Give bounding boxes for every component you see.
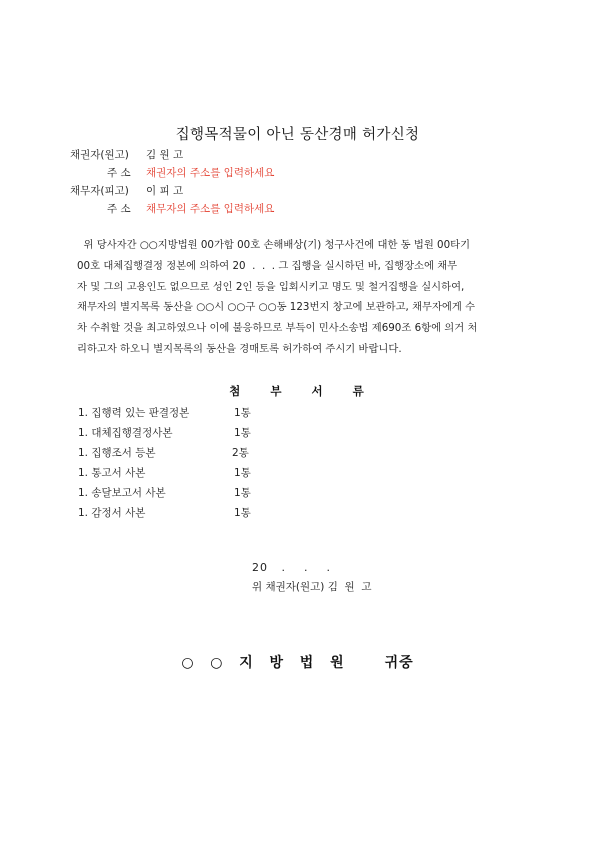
request-body — [77, 235, 523, 360]
attachment-qty: 1통 — [234, 487, 251, 499]
court-addressee — [0, 652, 595, 672]
body-line: 위 당사자간 ○○지방법원 00가합 00호 손해배상(기) 청구사건에 대한 동 법원 00타기 — [77, 239, 471, 251]
debtor-label: 채무자(피고) — [70, 185, 129, 197]
debtor-name: 이 피 고 — [146, 185, 184, 197]
creditor-name: 김 원 고 — [146, 149, 184, 161]
body-line: 차 수취할 것을 최고하였으나 이에 불응하므로 부득이 민사소송법 제690조 6항에 의거 처 — [77, 322, 478, 335]
body-line: 채무자의 별지목록 동산을 ○○시 ○○구 ○○동 123번지 창고에 보관하고, 채무자에게 수 — [77, 301, 476, 314]
signer-line: 위 채권자(원고) 김 원 고 — [252, 581, 372, 593]
attachment-item: 1. 송달보고서 사본 — [78, 487, 166, 499]
attachments-title: 첨 부 서 류 — [229, 384, 366, 398]
attachment-qty: 1통 — [234, 507, 251, 519]
page-title: 집행목적물이 아닌 동산경매 허가신청 — [175, 127, 420, 143]
attachment-item: 1. 집행조서 등본 — [78, 447, 156, 459]
creditor-address-label: 주 소 — [107, 167, 131, 179]
body-line: 리하고자 하오니 별지목록의 동산을 경매토록 허가하여 주시기 바랍니다. — [77, 342, 402, 355]
body-line: 자 및 그의 고용인도 없으므로 성인 2인 등을 입회시키고 명도 및 철거집행을 실시하여, — [77, 280, 465, 293]
filing-date[interactable]: 20 . . . — [252, 561, 331, 574]
attachment-item: 1. 감정서 사본 — [78, 507, 146, 519]
attachment-item: 1. 통고서 사본 — [78, 467, 146, 479]
debtor-address-field[interactable]: 채무자의 주소를 입력하세요 — [146, 203, 275, 215]
attachment-qty: 1통 — [234, 427, 251, 439]
attachment-qty: 1통 — [234, 407, 251, 419]
court-suffix: 귀중 — [384, 655, 414, 671]
attachment-qty: 1통 — [234, 467, 251, 479]
attachment-item: 1. 대체집행결정사본 — [78, 427, 173, 439]
attachment-item: 1. 집행력 있는 판결정본 — [78, 407, 190, 419]
creditor-address-field[interactable]: 채권자의 주소를 입력하세요 — [146, 167, 275, 179]
attachment-qty: 2통 — [232, 447, 249, 459]
debtor-address-label: 주 소 — [107, 203, 131, 215]
body-line: 00호 대체집행결정 정본에 의하여 20 . . . 그 집행을 실시하던 바, 집행장소에 채무 — [77, 259, 458, 272]
creditor-label: 채권자(원고) — [70, 149, 129, 161]
court-name: ○ ○ 지 방 법 원 — [181, 655, 345, 671]
